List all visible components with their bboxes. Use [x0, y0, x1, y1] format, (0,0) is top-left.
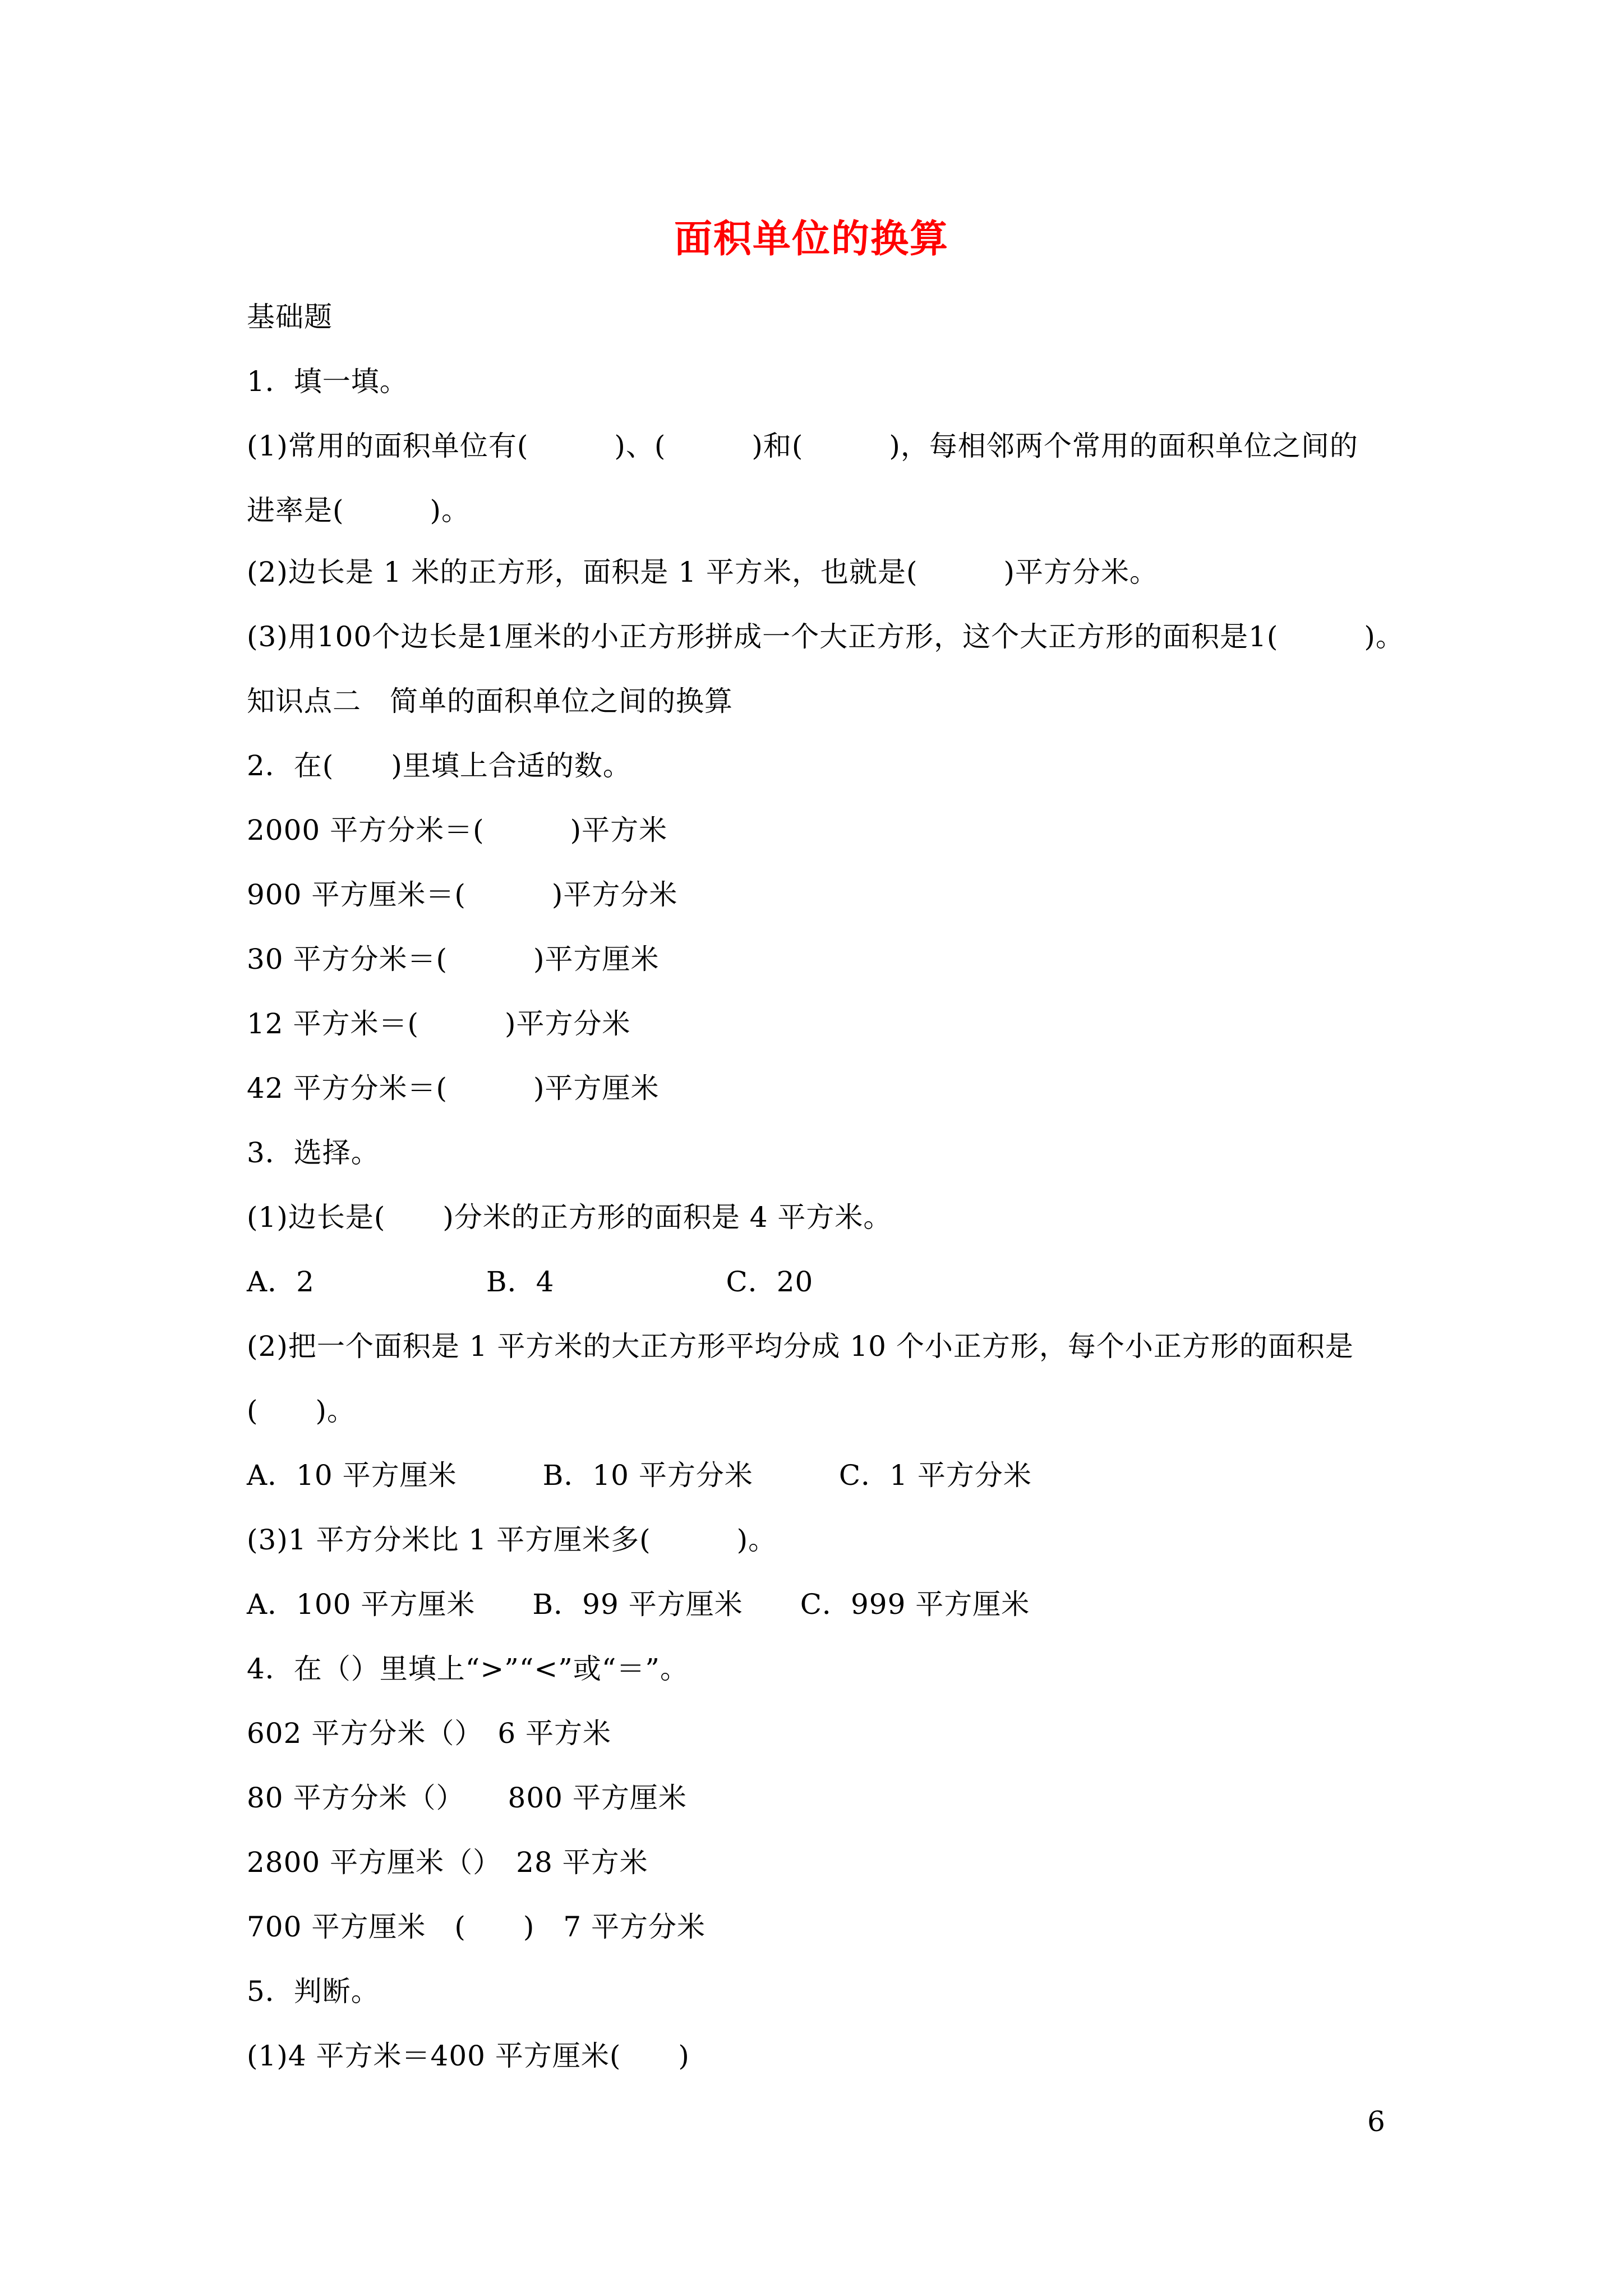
question-4-item-4: 700 平方厘米 ( ) 7 平方分米: [247, 1911, 706, 1943]
question-1-part-3: (3)用100个边长是1厘米的小正方形拼成一个大正方形，这个大正方形的面积是1( )。: [247, 620, 1404, 653]
question-5-heading: 5．判断。: [247, 1975, 380, 2008]
question-1-heading: 1．填一填。: [247, 365, 408, 398]
page-title: 面积单位的换算: [674, 217, 949, 261]
question-3-part-2: (2)把一个面积是 1 平方米的大正方形平均分成 10 个小正方形，每个小正方形的面积是: [247, 1330, 1354, 1363]
question-4-item-2: 80 平方分米（） 800 平方厘米: [247, 1782, 687, 1814]
question-1-part-1: (1)常用的面积单位有( )、( )和( )，每相邻两个常用的面积单位之间的: [247, 430, 1358, 462]
knowledge-point-heading: 知识点二 简单的面积单位之间的换算: [247, 685, 733, 717]
question-4-item-1: 602 平方分米（） 6 平方米: [247, 1717, 612, 1750]
question-3-part-1-options: A．2 B．4 C．20: [247, 1266, 814, 1298]
question-2-item-5: 42 平方分米＝( )平方厘米: [247, 1072, 660, 1105]
question-3-part-3: (3)1 平方分米比 1 平方厘米多( )。: [247, 1524, 777, 1556]
question-2-item-4: 12 平方米＝( )平方分米: [247, 1007, 631, 1040]
question-3-part-3-options: A．100 平方厘米 B．99 平方厘米 C．999 平方厘米: [247, 1588, 1030, 1621]
question-4-heading: 4．在（）里填上“>”“<”或“＝”。: [247, 1653, 689, 1685]
question-1-part-2: (2)边长是 1 米的正方形，面积是 1 平方米，也就是( )平方分米。: [247, 556, 1159, 588]
question-2-item-1: 2000 平方分米＝( )平方米: [247, 814, 668, 846]
question-2-item-2: 900 平方厘米＝( )平方分米: [247, 878, 678, 911]
section-heading-basic: 基础题: [247, 301, 333, 333]
question-1-part-1-continued: 进率是( )。: [247, 494, 471, 527]
question-3-heading: 3．选择。: [247, 1137, 380, 1169]
question-3-part-1: (1)边长是( )分米的正方形的面积是 4 平方米。: [247, 1201, 892, 1234]
question-5-part-1: (1)4 平方米＝400 平方厘米( ): [247, 2040, 690, 2072]
question-4-item-3: 2800 平方厘米（） 28 平方米: [247, 1846, 648, 1879]
question-2-heading: 2．在( )里填上合适的数。: [247, 749, 631, 782]
question-3-part-2-continued: ( )。: [247, 1395, 356, 1427]
question-3-part-2-options: A．10 平方厘米 B．10 平方分米 C．1 平方分米: [247, 1459, 1032, 1492]
question-2-item-3: 30 平方分米＝( )平方厘米: [247, 943, 660, 976]
page-number: 6: [1367, 2105, 1385, 2138]
